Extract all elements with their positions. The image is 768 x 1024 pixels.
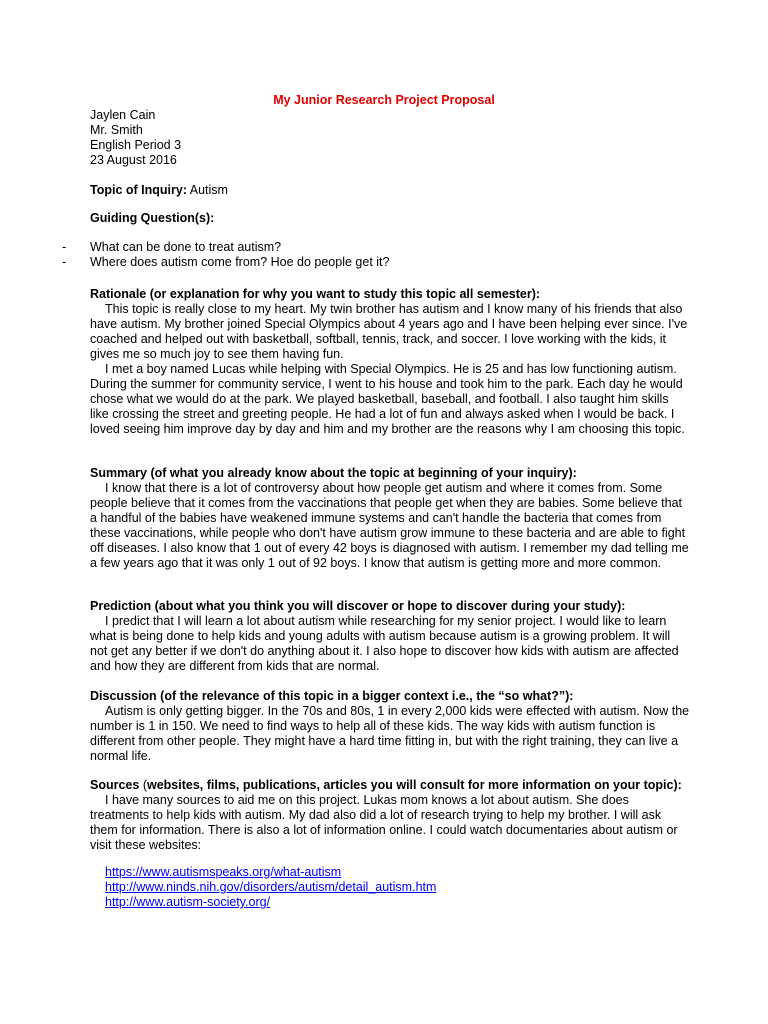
bullet-dash: - (62, 240, 67, 254)
source-links (105, 865, 436, 910)
teacher-name: Mr. Smith (90, 123, 143, 137)
guiding-questions-heading: Guiding Question(s): (90, 211, 215, 225)
sources-heading (90, 778, 690, 793)
summary-section (90, 466, 690, 571)
summary-paragraph: I know that there is a lot of controversy about how people get autism and where it comes from. Some people believe that it comes from the vaccinations that people get when they are babies. Some believe that a handful of the babies have weakened immune systems and can't handle the bacteria that comes from these vaccinations, while people who don't have autism grow immune to these bacteria and are able to fight off diseases. I also know that 1 out of every 42 boys is diagnosed with autism. I remember my dad telling me a few years ago that it was only 1 out of 92 boys. I know that autism is getting more and more common. (90, 481, 689, 570)
rationale-paragraph-2: I met a boy named Lucas while helping with Special Olympics. He is 25 and has low functioning autism. During the summer for community service, I went to his house and took him to the park. Each day he would chose what we would do at the park. We played basketball, baseball, and football. I also taught him skills like crossing the street and greeting people. He had a lot of fun and always asked when I would be back. I loved seeing him improve day by day and him and my brother are the reasons why I am choosing this topic. (90, 362, 685, 436)
sources-heading-part: ( (139, 778, 147, 792)
document-title: My Junior Research Project Proposal (273, 93, 495, 107)
source-link-ninds[interactable]: http://www.ninds.nih.gov/disorders/autism/detail_autism.htm (105, 880, 437, 894)
rationale-section (90, 287, 690, 437)
summary-heading: Summary (of what you already know about the topic at beginning of your inquiry): (90, 466, 577, 480)
class-period: English Period 3 (90, 138, 182, 152)
topic-line (90, 183, 690, 198)
document-date: 23 August 2016 (90, 153, 177, 167)
topic-value: Autism (186, 183, 228, 197)
prediction-heading: Prediction (about what you think you will discover or hope to discover during your study): (90, 599, 626, 613)
sources-section (90, 778, 690, 853)
guiding-questions-list (62, 240, 682, 270)
question-text: What can be done to treat autism? (90, 240, 282, 254)
prediction-paragraph: I predict that I will learn a lot about autism while researching for my senior project. I would like to learn what is being done to help kids and young adults with autism because autism is a growing problem. It will not get any better if we don't do anything about it. I also hope to discover how kids with autism are affected and how they are different from kids that are normal. (90, 614, 679, 673)
rationale-heading: Rationale (or explanation for why you want to study this topic all semester): (90, 287, 541, 301)
prediction-section (90, 599, 690, 674)
list-item (62, 255, 682, 270)
source-link-autismspeaks[interactable]: https://www.autismspeaks.org/what-autism (105, 865, 342, 879)
sources-paragraph: I have many sources to aid me on this project. Lukas mom knows a lot about autism. She does treatments to help kids with autism. My dad also did a lot of research trying to help my brother. I will ask them for information. There is also a lot of information online. I could watch documentaries about autism or visit these websites: (90, 793, 678, 852)
question-text: Where does autism come from? Hoe do people get it? (90, 255, 390, 269)
topic-label: Topic of Inquiry: (90, 183, 187, 197)
source-link-autism-society[interactable]: http://www.autism-society.org/ (105, 895, 271, 909)
discussion-section (90, 689, 690, 764)
author-name: Jaylen Cain (90, 108, 156, 122)
bullet-dash: - (62, 255, 67, 269)
sources-heading-part: websites, films, publications, articles you will consult for more information on your topic): (146, 778, 682, 792)
rationale-paragraph-1: This topic is really close to my heart. My twin brother has autism and I know many of his friends that also have autism. My brother joined Special Olympics about 4 years ago and I have been helping ever since. I've coached and helped out with basketball, softball, tennis, track, and soccer. I love working with the kids, it gives me so much joy to see them having fun. (90, 302, 688, 361)
sources-heading-part: Sources (90, 778, 140, 792)
author-header (90, 108, 181, 168)
list-item (62, 240, 682, 255)
discussion-paragraph: Autism is only getting bigger. In the 70s and 80s, 1 in every 2,000 kids were effected with autism. Now the number is 1 in 150. We need to find ways to help all of these kids. The way kids with autism function is different from other people. They might have a hard time fitting in, but with the right training, they can live a normal life. (90, 704, 690, 763)
discussion-heading: Discussion (of the relevance of this topic in a bigger context i.e., the “so what?”): (90, 689, 574, 703)
